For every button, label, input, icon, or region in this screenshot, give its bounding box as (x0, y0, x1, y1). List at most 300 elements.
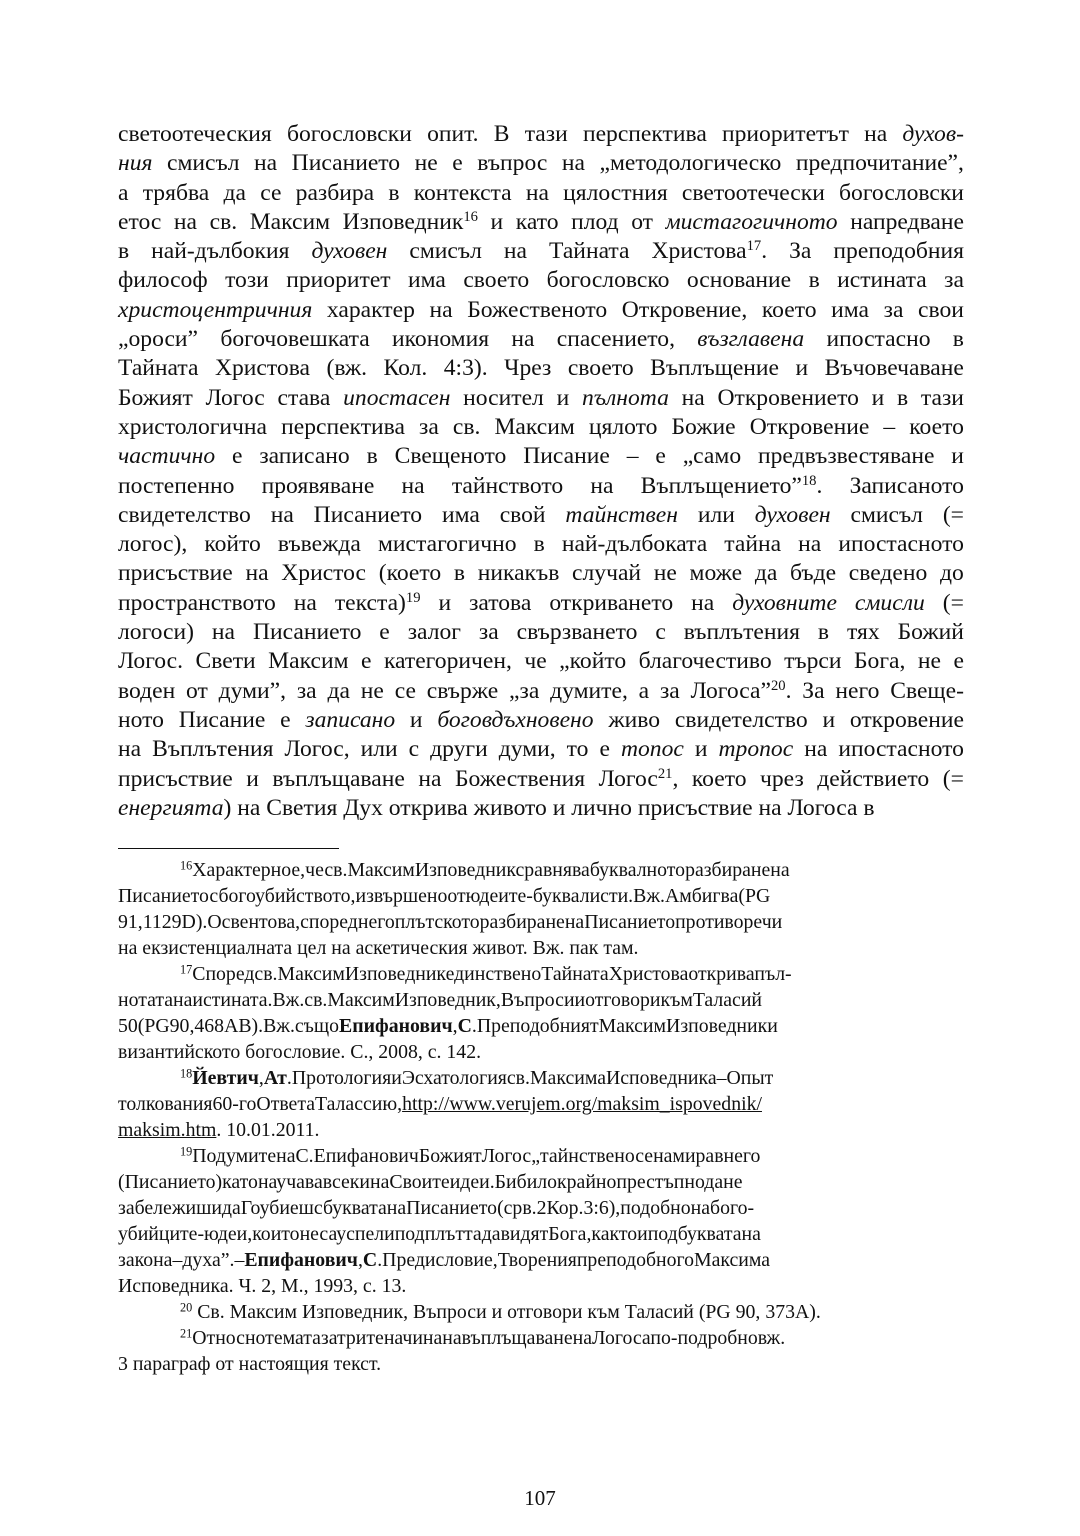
text-run: и (438, 589, 452, 616)
text-run: За (802, 677, 825, 704)
text-run: текста) (334, 589, 406, 616)
text-run: действието (817, 765, 930, 792)
text-run: ното (118, 706, 164, 733)
text-run: присъствие (118, 560, 233, 587)
word-group (454, 559, 465, 588)
text-run: него (723, 1145, 761, 1167)
word-group (755, 559, 777, 588)
text-run: „ороси” (118, 326, 199, 353)
text-run: Кол. (383, 355, 428, 382)
word-group (833, 237, 964, 266)
footnote-line (118, 987, 964, 1013)
word-group (758, 1327, 785, 1349)
text-run: Би (494, 1171, 517, 1193)
text-run: случай (572, 560, 642, 587)
word-group (118, 1223, 252, 1245)
text-run: Писанието (584, 911, 676, 933)
word-group (494, 120, 510, 149)
word-group (953, 647, 963, 676)
word-group (767, 1015, 778, 1037)
word-group (480, 911, 565, 933)
word-group (180, 1327, 192, 1349)
text-run: на (270, 501, 294, 528)
word-group (943, 765, 964, 794)
text-run: Максим (277, 963, 345, 985)
text-run: воден (118, 677, 176, 704)
word-group (258, 1171, 323, 1193)
word-group (550, 677, 628, 706)
word-group (802, 677, 824, 706)
word-group (653, 1145, 714, 1167)
text-run: носител (463, 384, 544, 411)
text-run: е, (291, 859, 306, 881)
text-run: Бога, (548, 1223, 592, 1245)
footnote-20 (118, 1299, 964, 1325)
body-line (118, 794, 964, 823)
text-run: светоотеческия (118, 121, 272, 147)
word-group (311, 237, 387, 266)
word-group (583, 120, 707, 149)
word-group (838, 530, 964, 559)
text-run: , (672, 765, 679, 792)
text-run: Чрез (504, 355, 552, 382)
text-run: че (305, 859, 325, 881)
text-run: Писанието (313, 501, 423, 528)
word-group (727, 1067, 774, 1089)
word-group (419, 413, 439, 442)
word-group (850, 472, 964, 501)
text-run: (= (942, 589, 964, 616)
text-run: на (564, 911, 585, 933)
text-run: и (795, 355, 809, 382)
text-run: перспектива (281, 413, 405, 440)
text-run: да (223, 179, 246, 206)
text-run: – (234, 1249, 245, 1271)
word-group (241, 1197, 260, 1219)
body-line (118, 530, 964, 559)
word-group (547, 266, 670, 295)
text-run: Максима (694, 1249, 771, 1271)
word-group (890, 677, 964, 706)
word-group (943, 501, 964, 530)
url-link[interactable]: maksim.htm (118, 1119, 217, 1141)
text-run: „само (682, 443, 742, 470)
word-group (324, 859, 347, 881)
text-run: свидетелство (674, 706, 808, 733)
text-run: на (525, 179, 549, 206)
text-run: Творения (497, 1249, 577, 1271)
footnote-reference: 20 (770, 677, 786, 694)
text-run: на (401, 472, 425, 499)
word-group (831, 296, 869, 325)
word-group (849, 559, 928, 588)
footnote-reference: 18 (180, 1066, 193, 1081)
word-group (402, 472, 425, 501)
text-run: става (277, 384, 331, 411)
text-run: най-дълбокия (151, 238, 290, 265)
text-run: боговдъхновено (437, 706, 594, 733)
text-run: Исповедника. Ч. 2, М., 1993, с. 13. (118, 1275, 407, 1297)
text-run: Максим (494, 413, 575, 440)
word-group (567, 735, 589, 764)
text-run: с (655, 619, 666, 646)
text-run: „който (559, 648, 627, 675)
text-run: Епифанович (313, 1145, 419, 1167)
text-run: приоритетът (722, 121, 849, 147)
word-group (796, 354, 809, 383)
text-run: е (360, 648, 372, 675)
word-group (118, 266, 208, 295)
word-group (909, 413, 964, 442)
text-run: откровение (849, 706, 964, 733)
word-group (427, 120, 478, 149)
word-group (621, 735, 684, 764)
word-group (524, 647, 546, 676)
word-group (541, 963, 608, 985)
text-run: Максим (598, 1015, 667, 1037)
text-run: . 10.01.2011. (216, 1119, 320, 1141)
text-run: – (883, 413, 896, 440)
text-run: 2Кор. (536, 1197, 584, 1219)
text-run: нотата (118, 989, 174, 1011)
footnote-line (118, 1091, 964, 1117)
word-group (315, 1093, 402, 1115)
word-group (256, 1093, 315, 1115)
word-group (367, 442, 378, 471)
text-run: преподобния (833, 238, 964, 265)
text-run: сравнява (515, 859, 590, 881)
text-run: а (118, 179, 129, 206)
text-run: с (209, 885, 219, 907)
text-run: Въплъщение (650, 355, 780, 382)
word-group (118, 765, 233, 794)
word-group (584, 911, 675, 933)
word-group (835, 677, 879, 706)
word-group (192, 989, 272, 1011)
text-run: Преподобният (476, 1015, 599, 1037)
body-line (118, 354, 964, 383)
text-run: 468AB). (194, 1015, 264, 1037)
word-group (402, 1067, 507, 1089)
word-group (314, 1197, 323, 1219)
word-group (537, 1197, 584, 1219)
word-group (118, 735, 141, 764)
word-group (272, 765, 404, 794)
word-group (246, 765, 259, 794)
word-group (847, 618, 880, 647)
text-run: трите (337, 1327, 384, 1349)
text-run: (= (942, 501, 964, 528)
footnote-line (118, 1195, 964, 1221)
text-run: се (394, 677, 416, 704)
text-run: богословски (286, 121, 412, 147)
text-run: най-дълбоката (561, 531, 708, 558)
text-run: на (681, 384, 705, 411)
word-group (305, 859, 324, 881)
word-group (347, 859, 414, 881)
text-run: ния (118, 150, 153, 177)
word-group (590, 472, 613, 501)
text-run: или (360, 736, 398, 763)
word-group (694, 1249, 770, 1271)
word-group (278, 384, 331, 413)
word-group (180, 1145, 192, 1167)
word-group (213, 1093, 257, 1115)
text-run: Изповедник (666, 1015, 768, 1037)
text-run: богословски (839, 179, 964, 206)
word-group (652, 237, 768, 266)
text-run: Божият (418, 1145, 482, 1167)
text-run: Христова (608, 963, 689, 985)
word-group (557, 384, 570, 413)
text-run: Тайната (541, 963, 609, 985)
footnote-reference: 16 (463, 208, 478, 225)
text-run: за (419, 413, 439, 440)
word-group (631, 208, 653, 237)
word-group (118, 472, 234, 501)
word-group (438, 589, 451, 618)
text-run: никакъв (477, 560, 560, 587)
word-group (660, 989, 692, 1011)
word-group (265, 1327, 321, 1349)
footnote-reference: 21 (657, 765, 673, 782)
word-group (442, 501, 480, 530)
word-group (491, 208, 504, 237)
text-run: богоубийството, (218, 885, 356, 907)
text-run: и (211, 1197, 222, 1219)
word-group (427, 677, 498, 706)
word-group (458, 1015, 477, 1037)
text-run: на (118, 736, 142, 763)
word-group (682, 179, 825, 208)
text-run: в (533, 531, 545, 558)
footnote-line (118, 1039, 964, 1065)
text-run: на (245, 560, 269, 587)
word-group (118, 296, 312, 325)
text-run: Логос (481, 1145, 532, 1167)
text-run: – (626, 443, 639, 470)
word-group (616, 1171, 704, 1193)
word-group (825, 354, 964, 383)
word-group (599, 765, 679, 794)
text-run: , (452, 1015, 458, 1037)
word-group (525, 120, 568, 149)
text-run: към (660, 989, 693, 1011)
word-group (698, 501, 735, 530)
word-group (292, 149, 400, 178)
text-run: и (246, 765, 259, 792)
word-group (517, 1171, 557, 1193)
text-run: не (414, 150, 438, 177)
body-line (118, 266, 964, 295)
word-group (789, 237, 811, 266)
text-run: Максим (347, 859, 415, 881)
word-group (516, 859, 590, 881)
word-group (822, 706, 835, 735)
word-group (666, 1015, 767, 1037)
text-run: и (391, 1067, 402, 1089)
word-group (637, 1223, 648, 1245)
word-group (633, 885, 665, 907)
word-group (575, 989, 586, 1011)
text-run: на (211, 619, 236, 646)
word-group (589, 413, 658, 442)
word-group (285, 735, 350, 764)
word-group (918, 647, 941, 676)
word-group (212, 618, 235, 647)
word-group (722, 120, 849, 149)
text-run: . (785, 677, 792, 704)
text-run: . (471, 1015, 477, 1037)
text-run: има (831, 296, 870, 323)
text-run: ) на Светия Дух открива живото и лично присъствие на Логоса в (223, 794, 875, 821)
word-group (790, 559, 836, 588)
text-run: идеи. (449, 1171, 495, 1193)
word-group (296, 179, 375, 208)
text-run: Писание (178, 706, 266, 733)
text-run: свърже (426, 677, 499, 704)
word-group (850, 706, 964, 735)
word-group (463, 266, 529, 295)
text-run: и (490, 208, 504, 235)
word-group (446, 963, 542, 985)
word-group (118, 589, 276, 618)
text-run: . (286, 1067, 292, 1089)
word-group (216, 1145, 276, 1167)
word-group (684, 618, 800, 647)
text-run: в (366, 443, 378, 470)
text-run: частично (118, 443, 216, 470)
word-group (206, 384, 265, 413)
text-run: в (388, 179, 400, 206)
word-group (568, 354, 634, 383)
text-run: Божествения (454, 765, 586, 792)
word-group (499, 735, 556, 764)
text-run: всеки (322, 1171, 371, 1193)
text-run: по-подробно (650, 1327, 758, 1349)
text-run: Эсхатология (401, 1067, 507, 1089)
text-run: закона (118, 1249, 173, 1271)
text-run: Относно (192, 1327, 266, 1349)
word-group (204, 530, 260, 559)
word-group (260, 1197, 314, 1219)
text-run: видят (500, 1223, 549, 1245)
word-group (571, 208, 619, 237)
text-run: 3:6), (583, 1197, 621, 1219)
word-group (691, 677, 792, 706)
text-run: тази (920, 384, 964, 411)
word-group (395, 911, 480, 933)
word-group (697, 325, 804, 354)
word-group (609, 963, 689, 985)
word-group (384, 647, 512, 676)
word-group (855, 589, 925, 618)
word-group (826, 325, 930, 354)
footnote-line (118, 1299, 964, 1325)
word-group (252, 1223, 299, 1245)
text-run: Въчовечаване (824, 355, 964, 382)
word-group (770, 859, 789, 881)
text-run: разбира (295, 179, 375, 206)
text-run: в (118, 238, 130, 265)
footnote-reference: 17 (746, 238, 762, 255)
text-run: него (357, 911, 395, 933)
word-group (695, 735, 708, 764)
text-run: мистагогично (377, 531, 517, 558)
text-run: (срв. (497, 1197, 537, 1219)
word-group (395, 442, 507, 471)
text-run: думите, (550, 677, 628, 704)
text-run: бъде (790, 560, 837, 587)
text-run: „тайнствено (531, 1145, 636, 1167)
text-run: благочестиво (638, 648, 772, 675)
word-group (118, 413, 267, 442)
word-group (562, 149, 585, 178)
footnote-line (118, 1325, 964, 1351)
text-run: и (574, 989, 586, 1011)
text-run: в (808, 267, 820, 294)
word-group (884, 296, 904, 325)
text-run: това, (259, 911, 301, 933)
word-group (379, 559, 441, 588)
word-group (690, 559, 743, 588)
word-group (173, 989, 192, 1011)
text-run: забележиш (118, 1197, 212, 1219)
text-run: истината. (192, 989, 273, 1011)
word-group (732, 589, 837, 618)
text-run: залог (407, 619, 461, 646)
text-run: плътта (424, 1223, 482, 1245)
text-run: затова (469, 589, 532, 616)
footnote-line (118, 883, 964, 909)
word-group (639, 677, 649, 706)
word-group (118, 384, 193, 413)
body-line (118, 472, 964, 501)
url-link[interactable]: http://www.verujem.org/maksim_ispovednik/ (402, 1093, 762, 1115)
text-run: темата (265, 1327, 321, 1349)
text-run: на (276, 1145, 296, 1167)
word-group (719, 735, 794, 764)
word-group (854, 647, 905, 676)
word-group (455, 765, 585, 794)
word-group (174, 208, 197, 237)
word-group (264, 1067, 292, 1089)
word-group (314, 501, 422, 530)
word-group (392, 325, 489, 354)
word-group (180, 1067, 192, 1089)
body-line (118, 384, 964, 413)
word-group (118, 442, 215, 471)
word-group (837, 266, 927, 295)
body-line (118, 589, 964, 618)
word-group (627, 442, 639, 471)
text-run: (PG (738, 885, 771, 907)
word-group (192, 1327, 265, 1349)
footnotes-block (118, 857, 964, 1377)
word-group (691, 589, 714, 618)
text-run: свои (918, 296, 964, 323)
text-run: преподобного (576, 1249, 695, 1271)
word-group (565, 911, 584, 933)
text-run: в (952, 326, 964, 353)
word-group (549, 237, 629, 266)
text-run: С (362, 1249, 378, 1271)
text-run: духовен (311, 238, 388, 265)
text-run: в (817, 619, 830, 646)
text-run: трябва (142, 179, 210, 206)
body-line (118, 208, 964, 237)
text-run: Опыт (726, 1067, 774, 1089)
